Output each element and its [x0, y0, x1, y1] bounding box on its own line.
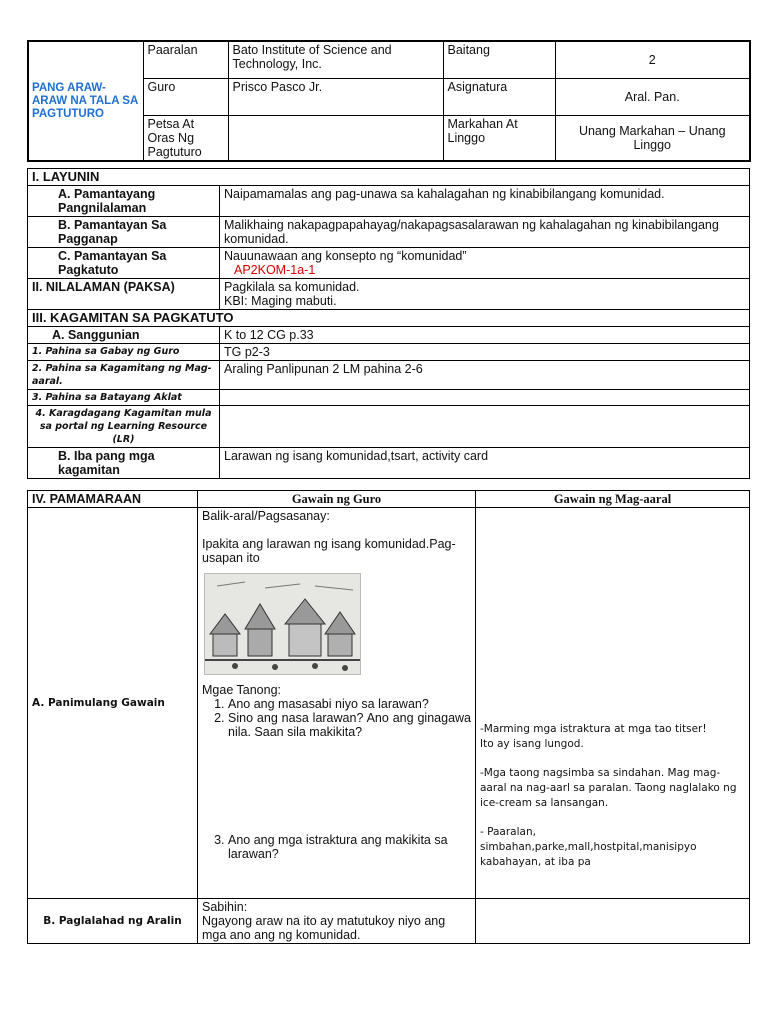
gabay-guro-value: TG p2-3: [220, 344, 750, 361]
lr-portal-value: [220, 406, 750, 448]
question-3: 3. Ano ang mga istraktura ang makikita sa larawan?: [228, 833, 471, 861]
petsa-label: Petsa At Oras Ng Pagtuturo: [143, 116, 228, 162]
batayang-aklat-label: 3. Pahina sa Batayang Aklat: [28, 390, 220, 406]
answer-2: Ito ay isang lungod.: [480, 738, 584, 750]
panimulang-guro-cell: [198, 508, 476, 899]
nilalaman-cell: [220, 279, 750, 310]
iba-pang-kagamitan-label: B. Iba pang mga kagamitan: [28, 448, 220, 479]
gabay-guro-label: 1. Pahina sa Gabay ng Guro: [28, 344, 220, 361]
col-gawain-guro: Gawain ng Guro: [198, 491, 476, 508]
layunin-c-value: Nauunawaan ang konsepto ng “komunidad”: [224, 249, 467, 263]
kagamitang-mag-aaral-value: Araling Panlipunan 2 LM pahina 2-6: [220, 361, 750, 390]
sabihin-title: Sabihin:: [202, 900, 248, 914]
markahan-label: Markahan At Linggo: [443, 116, 555, 162]
layunin-a-label: A. Pamantayang Pangnilalaman: [28, 186, 220, 217]
guro-value: Prisco Pasco Jr.: [228, 79, 443, 116]
paglalahad-guro-cell: [198, 899, 476, 944]
question-1: 1. Ano ang masasabi niyo sa larawan?: [228, 697, 471, 711]
community-illustration: [204, 573, 361, 675]
markahan-value: Unang Markahan – Unang Linggo: [555, 116, 750, 162]
asignatura-label: Asignatura: [443, 79, 555, 116]
pamamaraan-heading: IV. PAMAMARAAN: [28, 491, 198, 508]
baitang-value: 2: [555, 41, 750, 79]
procedure-table: [27, 490, 750, 944]
sanggunian-label: A. Sanggunian: [28, 327, 220, 344]
document-title: PANG ARAW-ARAW NA TALA SA PAGTUTURO: [28, 41, 143, 161]
paaralan-label: Paaralan: [143, 41, 228, 79]
layunin-b-value: Malikhaing nakapagpapahayag/nakapagsasalarawan ng kahalagahan ng kinabibilangang komunidad.: [220, 217, 750, 248]
petsa-value: [228, 116, 443, 162]
paaralan-value: Bato Institute of Science and Technology, Inc.: [228, 41, 443, 79]
panimulang-mag-aaral-cell: [476, 508, 750, 899]
iba-pang-kagamitan-value: Larawan ng isang komunidad,tsart, activity card: [220, 448, 750, 479]
balik-aral-title: Balik-aral/Pagsasanay:: [202, 509, 330, 523]
lr-portal-label: 4. Karagdagang Kagamitan mula sa portal ng Learning Resource (LR): [28, 406, 220, 448]
answer-1: -Marming mga istraktura at mga tao titser!: [480, 723, 707, 735]
paglalahad-label: B. Paglalahad ng Aralin: [28, 899, 198, 944]
question-2: 2. Sino ang nasa larawan? Ano ang ginagawa nila. Saan sila makikita?: [228, 711, 471, 739]
layunin-heading: I. LAYUNIN: [28, 169, 750, 186]
kagamitang-mag-aaral-label: 2. Pahina sa Kagamitang ng Mag-aaral.: [28, 361, 220, 390]
paglalahad-mag-aaral-cell: [476, 899, 750, 944]
layunin-b-label: B. Pamantayan Sa Pagganap: [28, 217, 220, 248]
sanggunian-value: K to 12 CG p.33: [220, 327, 750, 344]
kagamitan-heading: III. KAGAMITAN SA PAGKATUTO: [28, 310, 750, 327]
baitang-label: Baitang: [443, 41, 555, 79]
answer-3: -Mga taong nagsimba sa sindahan. Mag mag-aaral na nag-aarl sa paralan. Taong naglalako ng ice-cream sa lansangan.: [480, 767, 737, 809]
nilalaman-value-2: KBI: Maging mabuti.: [224, 294, 337, 308]
header-table: [27, 40, 751, 162]
layunin-c-cell: [220, 248, 750, 279]
balik-aral-text: Ipakita ang larawan ng isang komunidad.Pag-usapan ito: [202, 537, 456, 565]
objectives-table: [27, 168, 750, 479]
col-gawain-mag-aaral: Gawain ng Mag-aaral: [476, 491, 750, 508]
nilalaman-value-1: Pagkilala sa komunidad.: [224, 280, 360, 294]
layunin-a-value: Naipamamalas ang pag-unawa sa kahalagahan ng kinabibilangang komunidad.: [220, 186, 750, 217]
answer-4: - Paaralan, simbahan,parke,mall,hostpital,manisipyo kabahayan, at iba pa: [480, 826, 697, 868]
batayang-aklat-value: [220, 390, 750, 406]
guro-label: Guro: [143, 79, 228, 116]
questions-list: [202, 697, 471, 861]
questions-title: Mgae Tanong:: [202, 683, 281, 697]
competency-code: AP2KOM-1a-1: [234, 263, 316, 277]
community-sketch-icon: [205, 574, 360, 674]
panimulang-gawain-label: A. Panimulang Gawain: [28, 508, 198, 899]
sabihin-text: Ngayong araw na ito ay matutukoy niyo ang mga ano ang ng komunidad.: [202, 914, 446, 942]
asignatura-value: Aral. Pan.: [555, 79, 750, 116]
layunin-c-label: C. Pamantayan Sa Pagkatuto: [28, 248, 220, 279]
nilalaman-label: II. NILALAMAN (PAKSA): [28, 279, 220, 310]
